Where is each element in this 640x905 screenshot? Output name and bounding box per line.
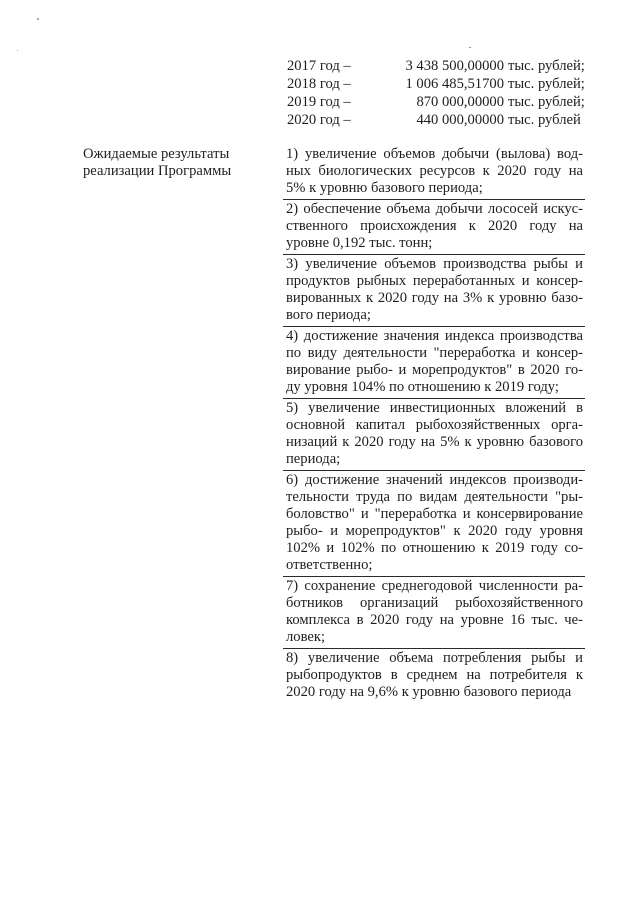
section-label: Ожидаемые результаты реализации Программы bbox=[83, 146, 232, 179]
result-line: 1) увеличение объемов добычи (вылова) вод- bbox=[286, 146, 583, 162]
result-line: уровне 0,192 тыс. тонн; bbox=[286, 235, 433, 251]
result-line: 5) увеличение инвестиционных вложений в bbox=[286, 400, 583, 416]
scan-speck bbox=[37, 18, 39, 20]
result-item bbox=[283, 400, 585, 471]
result-line: ловек; bbox=[286, 629, 326, 645]
funding-year: 2019 год – bbox=[287, 94, 351, 110]
funding-row bbox=[287, 93, 587, 111]
result-line: ду уровня 104% по отношению к 2019 году; bbox=[286, 379, 559, 395]
result-line: ботников организаций рыбохозяйственного bbox=[286, 595, 583, 611]
result-item bbox=[283, 256, 585, 327]
result-line: продуктов рыбных переработанных и консер- bbox=[286, 273, 583, 289]
result-line: низаций к 2020 году на 5% к уровню базового bbox=[286, 434, 583, 450]
funding-amount: 1 006 485,51700 bbox=[405, 76, 504, 92]
result-line: вого периода; bbox=[286, 307, 371, 323]
result-line: ответственно; bbox=[286, 557, 373, 573]
result-line: ственного происхождения к 2020 году на bbox=[286, 218, 583, 234]
result-line: основной капитал рыбохозяйственных орга- bbox=[286, 417, 583, 433]
result-item bbox=[283, 328, 585, 399]
funding-amount: 870 000,00000 bbox=[416, 94, 504, 110]
result-line: рыбо- и морепродуктов" к 2020 году уровня bbox=[286, 523, 583, 539]
result-item bbox=[283, 472, 585, 577]
scan-speck bbox=[469, 47, 471, 48]
result-line: ных биологических ресурсов к 2020 году на bbox=[286, 163, 583, 179]
result-line: 6) достижение значений индексов производи- bbox=[286, 472, 583, 488]
funding-unit: тыс. рублей bbox=[508, 112, 581, 128]
result-line: по виду деятельности "переработка и консер- bbox=[286, 345, 583, 361]
result-line: боловство" и "переработка и консервирование bbox=[286, 506, 583, 522]
result-item bbox=[283, 578, 585, 649]
result-line: 4) достижение значения индекса производства bbox=[286, 328, 583, 344]
funding-year: 2020 год – bbox=[287, 112, 351, 128]
result-line: 3) увеличение объемов производства рыбы и bbox=[286, 256, 583, 272]
funding-year: 2017 год – bbox=[287, 58, 351, 74]
result-line: вирование рыбо- и морепродуктов" в 2020 го- bbox=[286, 362, 583, 378]
result-item bbox=[283, 201, 585, 255]
scan-speck bbox=[17, 50, 18, 51]
result-line: вированных к 2020 году на 3% к уровню базо- bbox=[286, 290, 583, 306]
result-line: 5% к уровню базового периода; bbox=[286, 180, 483, 196]
funding-row bbox=[287, 111, 587, 129]
funding-row bbox=[287, 57, 587, 75]
funding-amount: 3 438 500,00000 bbox=[405, 58, 504, 74]
result-line: рыбопродуктов в среднем на потребителя к bbox=[286, 667, 583, 683]
funding-unit: тыс. рублей; bbox=[508, 94, 585, 110]
result-line: 102% и 102% по отношению к 2019 году со- bbox=[286, 540, 583, 556]
result-line: периода; bbox=[286, 451, 341, 467]
result-line: 8) увеличение объема потребления рыбы и bbox=[286, 650, 583, 666]
result-line: тельности труда по видам деятельности "ры- bbox=[286, 489, 583, 505]
funding-amount: 440 000,00000 bbox=[416, 112, 504, 128]
result-item bbox=[283, 650, 585, 703]
funding-unit: тыс. рублей; bbox=[508, 58, 585, 74]
funding-unit: тыс. рублей; bbox=[508, 76, 585, 92]
result-item bbox=[283, 146, 585, 200]
result-line: 2020 году на 9,6% к уровню базового периода bbox=[286, 684, 572, 700]
result-line: 2) обеспечение объема добычи лососей искус- bbox=[286, 201, 583, 217]
funding-year: 2018 год – bbox=[287, 76, 351, 92]
funding-by-year bbox=[287, 57, 587, 129]
result-line: 7) сохранение среднегодовой численности ра- bbox=[286, 578, 583, 594]
funding-row bbox=[287, 75, 587, 93]
expected-results-list bbox=[283, 146, 585, 704]
result-line: комплекса в 2020 году на уровне 16 тыс. че- bbox=[286, 612, 583, 628]
